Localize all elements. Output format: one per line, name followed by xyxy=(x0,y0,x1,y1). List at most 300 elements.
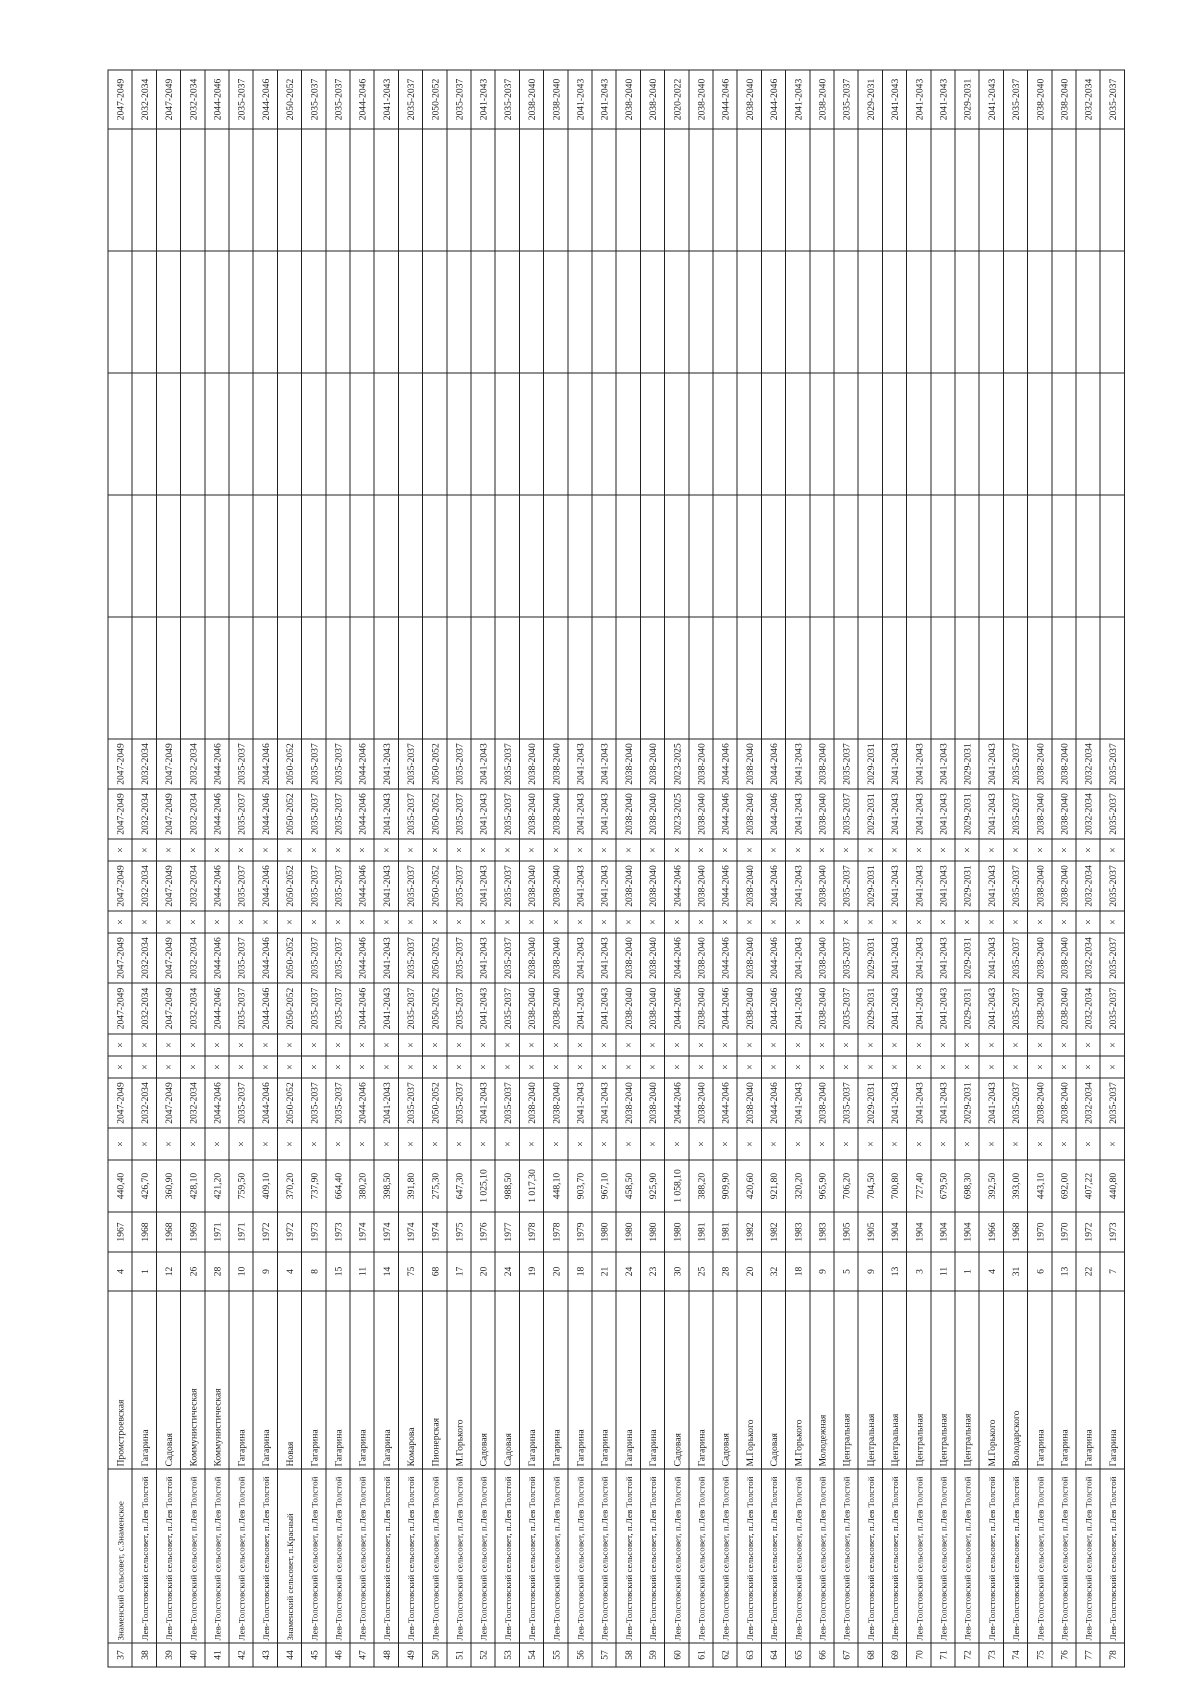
table-cell: × xyxy=(333,1064,345,1070)
table-cell: 2038-2040 xyxy=(527,987,539,1030)
table-cell: × xyxy=(720,919,732,925)
table-cell: 1980 xyxy=(672,1222,684,1242)
table-cell: 2038-2040 xyxy=(696,793,708,835)
table-cell: × xyxy=(817,1141,829,1147)
table-cell: Центральная xyxy=(841,1413,853,1467)
table-cell: 2035-2037 xyxy=(236,987,248,1030)
table-cell: 2044-2046 xyxy=(212,793,224,835)
table-cell: 1971 xyxy=(236,1222,248,1242)
table-cell: × xyxy=(139,1064,151,1070)
table-cell: 2041-2043 xyxy=(793,793,805,835)
table-cell: 2041-2043 xyxy=(986,937,998,979)
table-cell: 1968 xyxy=(139,1222,151,1242)
table-cell: × xyxy=(793,1064,805,1070)
table-cell: 2038-2040 xyxy=(1035,1082,1047,1124)
table-cell: × xyxy=(938,1064,950,1070)
table-cell: Лев-Толстовский сельсовет, п.Лев Толстой xyxy=(165,1488,175,1641)
table-cell: × xyxy=(285,847,297,853)
table-cell: 2047-2049 xyxy=(164,793,176,835)
table-cell: 391,80 xyxy=(406,1172,418,1200)
table-cell: 2044-2046 xyxy=(260,1082,272,1124)
table-cell: × xyxy=(1059,1064,1071,1070)
table-cell: 2035-2037 xyxy=(454,987,466,1030)
table-cell: × xyxy=(502,1042,514,1048)
table-cell: 65 xyxy=(793,1650,805,1660)
table-cell: 2035-2037 xyxy=(1011,987,1023,1030)
table-cell: × xyxy=(744,1064,756,1070)
table-cell: 2032-2034 xyxy=(1083,1082,1095,1124)
table-cell: 2035-2037 xyxy=(236,793,248,835)
table-cell: × xyxy=(1107,847,1119,853)
table-cell: 420,60 xyxy=(744,1172,756,1200)
table-cell: 2044-2046 xyxy=(672,987,684,1030)
table-cell: 2038-2040 xyxy=(696,1082,708,1124)
table-cell: × xyxy=(164,1141,176,1147)
table-cell: × xyxy=(333,847,345,853)
table-cell: × xyxy=(1011,1042,1023,1048)
table-cell: 2047-2049 xyxy=(115,987,127,1030)
table-cell: × xyxy=(502,1141,514,1147)
table-cell: × xyxy=(575,847,587,853)
table-cell: × xyxy=(744,847,756,853)
table-cell: 64 xyxy=(769,1650,781,1660)
table-cell: × xyxy=(212,919,224,925)
table-cell: Гагарина xyxy=(1083,1429,1095,1467)
table-cell: Знаменский сельсовет, п.Красный xyxy=(286,1519,296,1641)
table-cell: 1978 xyxy=(527,1222,539,1242)
table-cell: × xyxy=(164,1042,176,1048)
table-cell: 2038-2040 xyxy=(648,78,660,121)
table-cell: 2035-2037 xyxy=(841,78,853,121)
table-cell: 2047-2049 xyxy=(164,865,176,907)
table-cell: 1978 xyxy=(551,1222,563,1242)
table-cell: 2035-2037 xyxy=(454,78,466,121)
table-cell: 2041-2043 xyxy=(914,1082,926,1124)
table-cell: 2029-2031 xyxy=(962,743,974,785)
table-cell: 2044-2046 xyxy=(769,793,781,835)
table-cell: 2050-2052 xyxy=(285,793,297,835)
table-cell: Комарова xyxy=(406,1427,418,1467)
table-cell: × xyxy=(672,1064,684,1070)
table-cell: × xyxy=(236,1042,248,1048)
table-cell: 426,70 xyxy=(139,1172,151,1200)
table-cell: 2044-2046 xyxy=(672,937,684,979)
table-cell: 727,40 xyxy=(914,1172,926,1200)
table-cell: × xyxy=(309,1042,321,1048)
table-cell: × xyxy=(696,1141,708,1147)
table-cell: 9 xyxy=(260,1269,272,1274)
table-cell: × xyxy=(430,1042,442,1048)
table-cell: × xyxy=(454,1141,466,1147)
table-cell: × xyxy=(164,919,176,925)
table-cell: 2041-2043 xyxy=(793,743,805,785)
table-cell: × xyxy=(309,1141,321,1147)
table-cell: 2038-2040 xyxy=(551,793,563,835)
table-cell: 2038-2040 xyxy=(744,937,756,979)
table-cell: 1904 xyxy=(962,1222,974,1242)
table-cell: 1983 xyxy=(793,1222,805,1242)
table-cell: × xyxy=(115,919,127,925)
table-cell: 32 xyxy=(769,1266,781,1277)
table-cell: × xyxy=(478,1064,490,1070)
table-cell: × xyxy=(817,919,829,925)
table-cell: Новая xyxy=(285,1441,297,1467)
table-cell: 2044-2046 xyxy=(357,793,369,835)
table-cell: 1971 xyxy=(212,1222,224,1242)
table-cell: × xyxy=(648,1141,660,1147)
table-cell: × xyxy=(381,1042,393,1048)
table-cell: 47 xyxy=(357,1650,369,1660)
table-cell: × xyxy=(115,1141,127,1147)
table-cell: 440,80 xyxy=(1107,1172,1119,1200)
table-cell: Гагарина xyxy=(623,1429,635,1467)
table-cell: 2035-2037 xyxy=(502,78,514,121)
table-cell: × xyxy=(115,1064,127,1070)
table-cell: × xyxy=(430,1064,442,1070)
table-cell: 2041-2043 xyxy=(381,865,393,907)
table-cell: 2047-2049 xyxy=(115,743,127,785)
table-cell: × xyxy=(744,1141,756,1147)
table-cell: 2041-2043 xyxy=(575,1082,587,1124)
table-cell: Лев-Толстовский сельсовет, п.Лев Толстой xyxy=(1108,1488,1118,1641)
table-cell: 2041-2043 xyxy=(986,743,998,785)
table-cell: × xyxy=(986,847,998,853)
table-cell: 2038-2040 xyxy=(744,987,756,1030)
table-cell: Промстроевская xyxy=(115,1399,127,1467)
table-cell: 68 xyxy=(430,1266,442,1277)
table-cell: 443,10 xyxy=(1035,1172,1047,1200)
table-cell: 2038-2040 xyxy=(1059,1082,1071,1124)
table-cell: × xyxy=(1059,1042,1071,1048)
table-cell: × xyxy=(599,1064,611,1070)
table-cell: 2029-2031 xyxy=(962,865,974,907)
table-cell: × xyxy=(865,919,877,925)
table-cell: 380,20 xyxy=(357,1172,369,1200)
table-cell: 2044-2046 xyxy=(260,937,272,979)
table-cell: × xyxy=(841,919,853,925)
table-cell: × xyxy=(720,1141,732,1147)
table-cell: 1973 xyxy=(333,1222,345,1242)
table-cell: 2050-2052 xyxy=(430,793,442,835)
table-cell: 77 xyxy=(1083,1650,1095,1660)
table-cell: 2029-2031 xyxy=(865,937,877,979)
table-cell: 440,40 xyxy=(115,1172,127,1200)
table-cell: × xyxy=(260,1141,272,1147)
table-cell: 30 xyxy=(672,1266,684,1277)
table-cell: 2035-2037 xyxy=(502,865,514,907)
table-cell: 2035-2037 xyxy=(333,793,345,835)
table-cell: Лев-Толстовский сельсовет, п.Лев Толстой xyxy=(866,1488,876,1641)
table-cell: 2041-2043 xyxy=(599,743,611,785)
table-cell: × xyxy=(1035,1141,1047,1147)
table-cell: 12 xyxy=(164,1266,176,1277)
table-cell: Лев-Толстовский сельсовет, п.Лев Толстой xyxy=(1060,1488,1070,1641)
table-cell: 2035-2037 xyxy=(236,78,248,121)
table-cell: 24 xyxy=(502,1266,514,1277)
table-cell: × xyxy=(599,1042,611,1048)
table-cell: 2041-2043 xyxy=(914,865,926,907)
table-cell: 2035-2037 xyxy=(406,793,418,835)
table-cell: 2035-2037 xyxy=(502,743,514,785)
table-cell: 737,90 xyxy=(309,1172,321,1200)
table-cell: Садовая xyxy=(502,1433,514,1467)
table-cell: 2044-2046 xyxy=(212,1082,224,1124)
table-cell: 2032-2034 xyxy=(188,793,200,835)
table-cell: 2038-2040 xyxy=(817,1082,829,1124)
table-cell: 2041-2043 xyxy=(478,78,490,121)
table-cell: × xyxy=(672,1141,684,1147)
table-cell: × xyxy=(890,1064,902,1070)
table-cell: 70 xyxy=(914,1650,926,1660)
table-cell: 2050-2052 xyxy=(430,865,442,907)
table-cell: × xyxy=(527,1042,539,1048)
table-cell: Коммунистическая xyxy=(188,1388,200,1467)
table-cell: Гагарина xyxy=(1035,1429,1047,1467)
table-cell: Гагарина xyxy=(333,1429,345,1467)
table-cell: × xyxy=(890,847,902,853)
table-cell: 2038-2040 xyxy=(527,865,539,907)
table-cell: × xyxy=(914,1064,926,1070)
table-cell: 2041-2043 xyxy=(938,793,950,835)
table-cell: 2044-2046 xyxy=(212,987,224,1030)
table-cell: 49 xyxy=(406,1650,418,1660)
table-cell: × xyxy=(454,919,466,925)
table-cell: Пионерская xyxy=(430,1418,442,1467)
table-cell: 360,90 xyxy=(164,1172,176,1200)
table-cell: 1904 xyxy=(914,1222,926,1242)
table-cell: × xyxy=(599,847,611,853)
table-cell: × xyxy=(744,919,756,925)
table-cell: × xyxy=(575,1042,587,1048)
table-cell: × xyxy=(236,1064,248,1070)
table-cell: 20 xyxy=(551,1266,563,1277)
table-cell: × xyxy=(1011,1064,1023,1070)
table-cell: Лев-Толстовский сельсовет, п.Лев Толстой xyxy=(576,1488,586,1641)
table-cell: Гагарина xyxy=(551,1429,563,1467)
table-cell: 2044-2046 xyxy=(212,78,224,121)
table-cell: 2029-2031 xyxy=(865,793,877,835)
table-cell: 2038-2040 xyxy=(1035,743,1047,785)
table-cell: 46 xyxy=(333,1650,345,1660)
table-cell: × xyxy=(696,919,708,925)
table-cell: × xyxy=(260,919,272,925)
table-cell: 2038-2040 xyxy=(696,78,708,121)
table-cell: 965,90 xyxy=(817,1172,829,1200)
table-cell: × xyxy=(962,1042,974,1048)
table-cell: М.Горького xyxy=(454,1419,466,1467)
table-cell: 2035-2037 xyxy=(309,78,321,121)
table-cell: Лев-Толстовский сельсовет, п.Лев Толстой xyxy=(794,1488,804,1641)
table-cell: × xyxy=(357,1042,369,1048)
table-cell: 42 xyxy=(236,1650,248,1660)
table-cell: 2041-2043 xyxy=(575,865,587,907)
table-cell: × xyxy=(648,1064,660,1070)
table-cell: × xyxy=(236,919,248,925)
table-cell: 2035-2037 xyxy=(1107,865,1119,907)
table-cell: 40 xyxy=(188,1650,200,1660)
table-cell: 392,50 xyxy=(986,1172,998,1200)
table-cell: 421,20 xyxy=(212,1172,224,1200)
table-cell: 2038-2040 xyxy=(1035,793,1047,835)
table-cell: 2044-2046 xyxy=(720,865,732,907)
table-cell: 2035-2037 xyxy=(454,1082,466,1124)
table-cell: × xyxy=(914,1042,926,1048)
table-cell: × xyxy=(430,847,442,853)
table-cell: 2041-2043 xyxy=(890,743,902,785)
table-cell: 2035-2037 xyxy=(1107,78,1119,121)
table-cell: 1983 xyxy=(817,1222,829,1242)
table-cell: 2032-2034 xyxy=(1083,987,1095,1030)
table-cell: Гагарина xyxy=(696,1429,708,1467)
table-cell: 2035-2037 xyxy=(333,78,345,121)
table-cell: × xyxy=(938,919,950,925)
table-cell: 2038-2040 xyxy=(527,1082,539,1124)
table-cell: × xyxy=(793,847,805,853)
table-cell: 20 xyxy=(744,1266,756,1277)
table-cell: 2041-2043 xyxy=(575,793,587,835)
table-cell: 448,10 xyxy=(551,1172,563,1200)
table-cell: 2041-2043 xyxy=(381,1082,393,1124)
table-cell: 41 xyxy=(212,1650,224,1660)
table-cell: Володарского xyxy=(1011,1410,1023,1467)
table-cell: 1972 xyxy=(1083,1222,1095,1242)
table-cell: 2035-2037 xyxy=(1107,987,1119,1030)
table-cell: 2035-2037 xyxy=(502,793,514,835)
table-cell: 2035-2037 xyxy=(1107,793,1119,835)
table-cell: Садовая xyxy=(672,1433,684,1467)
table-cell: Гагарина xyxy=(527,1429,539,1467)
table-cell: 1967 xyxy=(115,1222,127,1242)
table-cell: 2047-2049 xyxy=(164,987,176,1030)
table-cell: × xyxy=(720,847,732,853)
table-cell: 1982 xyxy=(769,1222,781,1242)
table-cell: 1974 xyxy=(406,1222,418,1242)
table-cell: × xyxy=(599,919,611,925)
table-cell: 2041-2043 xyxy=(599,793,611,835)
table-cell: Лев-Толстовский сельсовет, п.Лев Толстой xyxy=(963,1488,973,1641)
table-cell: 2041-2043 xyxy=(599,78,611,121)
table-cell: 2038-2040 xyxy=(551,78,563,121)
table-cell: 1968 xyxy=(164,1222,176,1242)
table-cell: 2038-2040 xyxy=(527,937,539,979)
table-cell: 37 xyxy=(115,1650,127,1660)
table-cell: × xyxy=(188,1141,200,1147)
table-cell: 2041-2043 xyxy=(890,78,902,121)
table-cell: 1972 xyxy=(260,1222,272,1242)
table-cell: × xyxy=(841,1042,853,1048)
table-cell: Лев-Толстовский сельсовет, п.Лев Толстой xyxy=(915,1488,925,1641)
table-cell: 2047-2049 xyxy=(164,78,176,121)
table-cell: × xyxy=(406,1064,418,1070)
table-cell: 71 xyxy=(938,1650,950,1660)
table-cell: 2032-2034 xyxy=(139,937,151,979)
table-cell: 2041-2043 xyxy=(793,987,805,1030)
table-cell: 2041-2043 xyxy=(938,1082,950,1124)
table-cell: 1905 xyxy=(841,1222,853,1242)
table-cell: 2050-2052 xyxy=(285,78,297,121)
table-cell: 1974 xyxy=(381,1222,393,1242)
table-cell: 2041-2043 xyxy=(478,743,490,785)
table-cell: 2032-2034 xyxy=(139,743,151,785)
table-cell: × xyxy=(890,919,902,925)
table-cell: 2035-2037 xyxy=(333,937,345,979)
table-cell: × xyxy=(309,847,321,853)
table-cell: × xyxy=(212,1064,224,1070)
table-cell: 2035-2037 xyxy=(502,937,514,979)
table-cell: × xyxy=(1035,1064,1047,1070)
table-cell: 38 xyxy=(139,1650,151,1660)
table-cell: 2044-2046 xyxy=(357,937,369,979)
table-cell: 2038-2040 xyxy=(744,793,756,835)
table-cell: × xyxy=(1107,1141,1119,1147)
table-cell: × xyxy=(188,1042,200,1048)
table-cell: 2041-2043 xyxy=(890,865,902,907)
table-cell: × xyxy=(914,847,926,853)
table-cell: × xyxy=(551,1064,563,1070)
table-cell: × xyxy=(381,919,393,925)
table-cell: Садовая xyxy=(769,1433,781,1467)
table-cell: 2041-2043 xyxy=(986,1082,998,1124)
table-cell: × xyxy=(841,847,853,853)
table-cell: 2035-2037 xyxy=(1011,937,1023,979)
table-cell: 66 xyxy=(817,1650,829,1660)
table-cell: Коммунистическая xyxy=(212,1388,224,1467)
table-cell: 2041-2043 xyxy=(599,937,611,979)
table-cell: 1968 xyxy=(1011,1222,1023,1242)
table-cell: 2032-2034 xyxy=(139,1082,151,1124)
table-cell: 2038-2040 xyxy=(1059,937,1071,979)
table-cell: 2035-2037 xyxy=(1107,743,1119,785)
table-cell: 2044-2046 xyxy=(720,1082,732,1124)
table-cell: × xyxy=(720,1042,732,1048)
table-cell: 2041-2043 xyxy=(381,987,393,1030)
table-cell: × xyxy=(769,1042,781,1048)
table-cell: 73 xyxy=(986,1650,998,1660)
table-cell: 2041-2043 xyxy=(914,987,926,1030)
table-cell: 2029-2031 xyxy=(865,1082,877,1124)
table-cell: × xyxy=(236,847,248,853)
table-cell: × xyxy=(1083,1064,1095,1070)
table-cell: Гагарина xyxy=(381,1429,393,1467)
table-cell: 2029-2031 xyxy=(962,987,974,1030)
table-cell: 2038-2040 xyxy=(696,743,708,785)
table-cell: × xyxy=(986,1042,998,1048)
table-cell: 2035-2037 xyxy=(333,1082,345,1124)
table-cell: 706,20 xyxy=(841,1172,853,1200)
table-cell: 2041-2043 xyxy=(914,937,926,979)
table-cell: Лев-Толстовский сельсовет, п.Лев Толстой xyxy=(842,1488,852,1641)
table-cell: × xyxy=(164,847,176,853)
table-cell: Лев-Толстовский сельсовет, п.Лев Толстой xyxy=(479,1488,489,1641)
table-cell: 2035-2037 xyxy=(406,743,418,785)
table-cell: 21 xyxy=(599,1266,611,1277)
table-cell: Лев-Толстовский сельсовет, п.Лев Толстой xyxy=(358,1488,368,1641)
table-cell: 1981 xyxy=(696,1222,708,1242)
table-cell: 2038-2040 xyxy=(817,743,829,785)
table-cell: 2044-2046 xyxy=(720,937,732,979)
table-cell: Гагарина xyxy=(236,1429,248,1467)
table-cell: 2029-2031 xyxy=(865,78,877,121)
table-cell: Лев-Толстовский сельсовет, п.Лев Толстой xyxy=(1036,1488,1046,1641)
table-cell: 1979 xyxy=(575,1222,587,1242)
table-cell: × xyxy=(188,919,200,925)
table-cell: × xyxy=(430,919,442,925)
table-cell: 2041-2043 xyxy=(938,865,950,907)
table-cell: 2044-2046 xyxy=(357,78,369,121)
table-cell: × xyxy=(551,1141,563,1147)
table-cell: × xyxy=(527,919,539,925)
table-cell: 407,22 xyxy=(1083,1172,1095,1200)
